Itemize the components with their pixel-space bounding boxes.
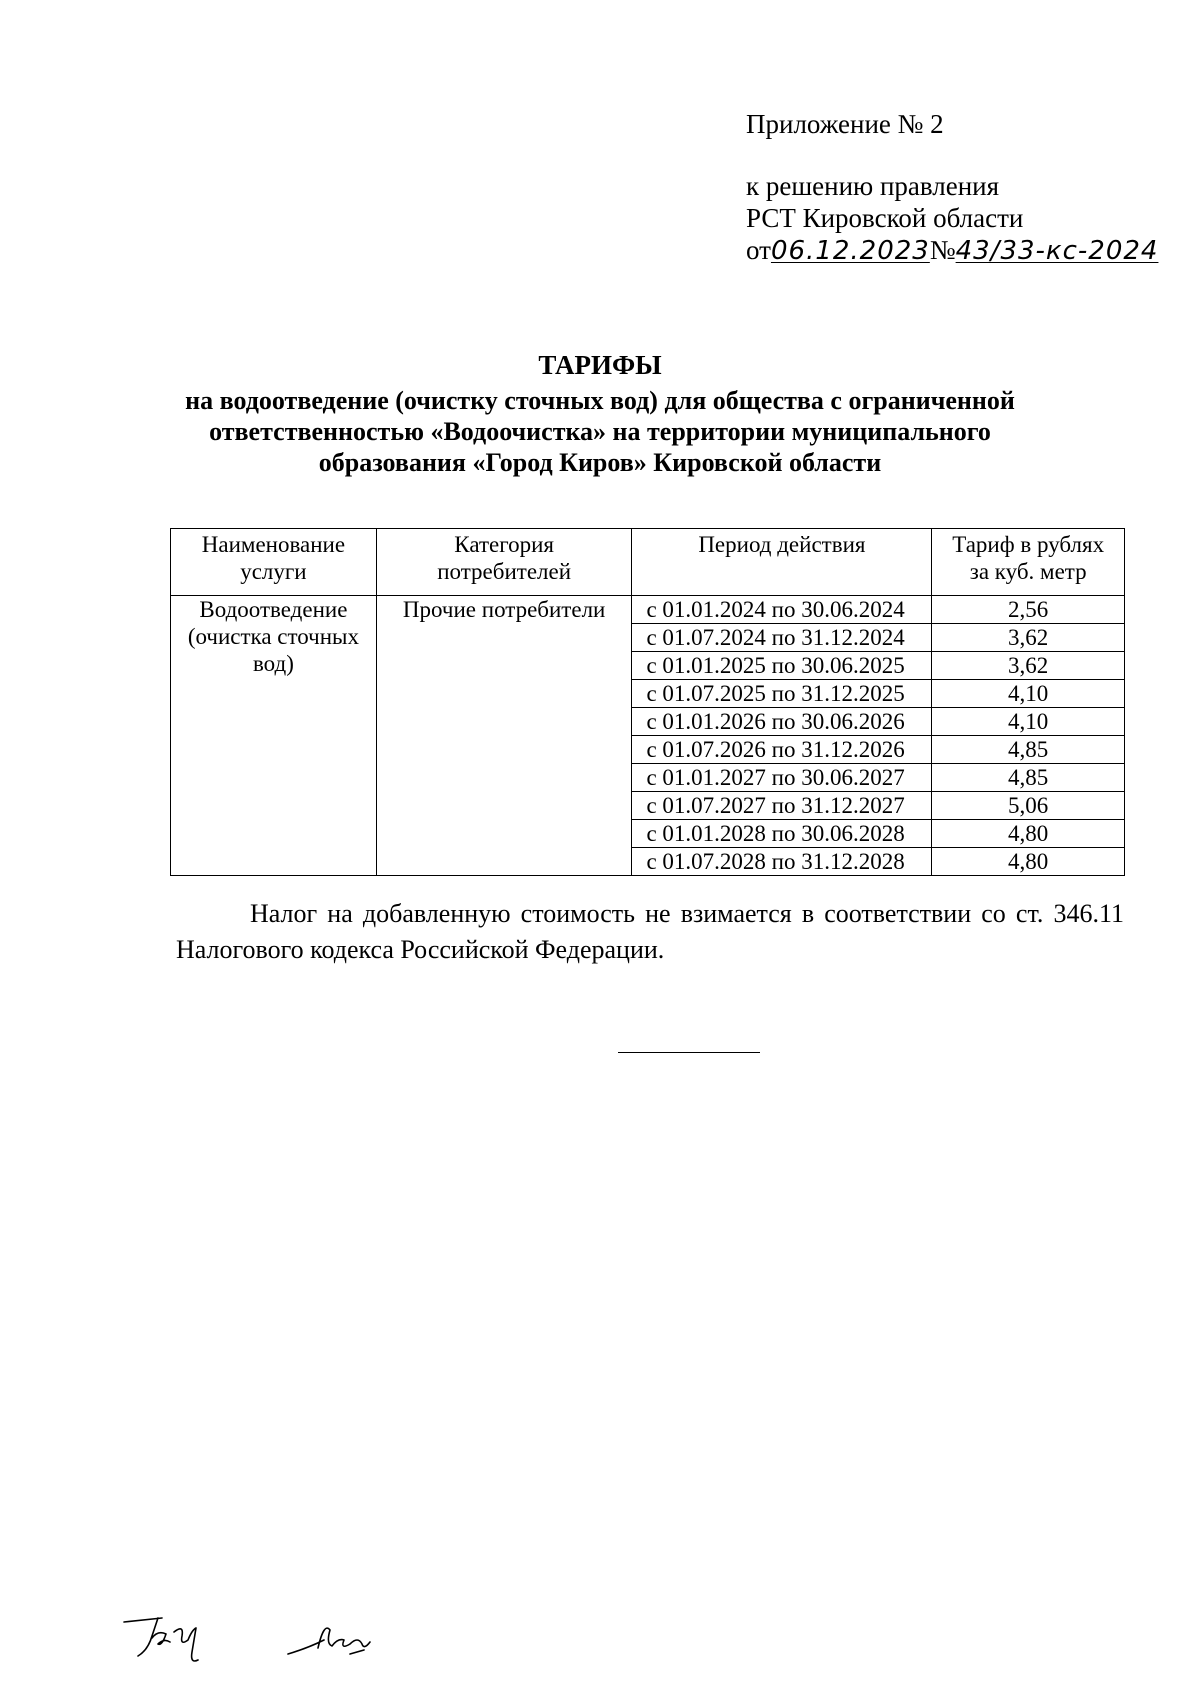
appendix-decision-line: к решению правления xyxy=(746,171,1000,201)
appendix-block xyxy=(746,108,1166,267)
header-category: Категория потребителей xyxy=(376,529,632,596)
appendix-number: Приложение № 2 xyxy=(746,109,944,139)
period-cell: с 01.01.2024 по 30.06.2024 xyxy=(632,596,932,624)
header-rate: Тариф в рублях за куб. метр xyxy=(932,529,1125,596)
number-prefix: № xyxy=(929,235,956,265)
vat-note: Налог на добавленную стоимость не взимается в соответствии со ст. 346.11 Налогового кодекса Российской Федерации. xyxy=(176,899,1124,964)
header-service: Наименование услуги xyxy=(171,529,377,596)
period-cell: с 01.01.2027 по 30.06.2027 xyxy=(632,764,932,792)
rate-cell: 2,56 xyxy=(932,596,1125,624)
handwritten-number: 43/33-кс-2024 xyxy=(955,236,1159,266)
appendix-date-number-line xyxy=(746,234,1166,267)
rate-cell: 4,80 xyxy=(932,848,1125,876)
header-period: Период действия xyxy=(632,529,932,596)
rate-cell: 4,10 xyxy=(932,708,1125,736)
rate-cell: 4,80 xyxy=(932,820,1125,848)
title-line-3: образования «Город Киров» Кировской области xyxy=(318,448,882,477)
end-divider xyxy=(618,1052,760,1053)
signature-mark xyxy=(288,1628,370,1654)
rate-cell: 4,85 xyxy=(932,736,1125,764)
service-cell: Водоотведение (очистка сточных вод) xyxy=(171,596,377,876)
period-cell: с 01.01.2026 по 30.06.2026 xyxy=(632,708,932,736)
rate-cell: 5,06 xyxy=(932,792,1125,820)
period-cell: с 01.01.2028 по 30.06.2028 xyxy=(632,820,932,848)
signature-initials-mark xyxy=(124,1618,198,1661)
handwritten-date: 06.12.2023 xyxy=(770,236,930,266)
rate-cell: 3,62 xyxy=(932,652,1125,680)
appendix-authority-line: РСТ Кировской области xyxy=(746,203,1024,233)
title-line-2: ответственностью «Водоочистка» на территории муниципального xyxy=(209,417,991,446)
rate-cell: 4,10 xyxy=(932,680,1125,708)
document-title xyxy=(150,350,1050,478)
rate-cell: 3,62 xyxy=(932,624,1125,652)
period-cell: с 01.07.2026 по 31.12.2026 xyxy=(632,736,932,764)
table-header-row xyxy=(171,529,1125,596)
rate-cell: 4,85 xyxy=(932,764,1125,792)
period-cell: с 01.07.2027 по 31.12.2027 xyxy=(632,792,932,820)
period-cell: с 01.07.2024 по 31.12.2024 xyxy=(632,624,932,652)
category-cell: Прочие потребители xyxy=(376,596,632,876)
title-line-1: на водоотведение (очистку сточных вод) для общества с ограниченной xyxy=(185,386,1015,415)
tariff-table xyxy=(170,528,1125,876)
period-cell: с 01.01.2025 по 30.06.2025 xyxy=(632,652,932,680)
signature-marks xyxy=(118,1610,418,1680)
date-prefix: от xyxy=(746,235,771,265)
table-row xyxy=(171,596,1125,624)
title-main: ТАРИФЫ xyxy=(538,350,662,380)
period-cell: с 01.07.2025 по 31.12.2025 xyxy=(632,680,932,708)
period-cell: с 01.07.2028 по 31.12.2028 xyxy=(632,848,932,876)
